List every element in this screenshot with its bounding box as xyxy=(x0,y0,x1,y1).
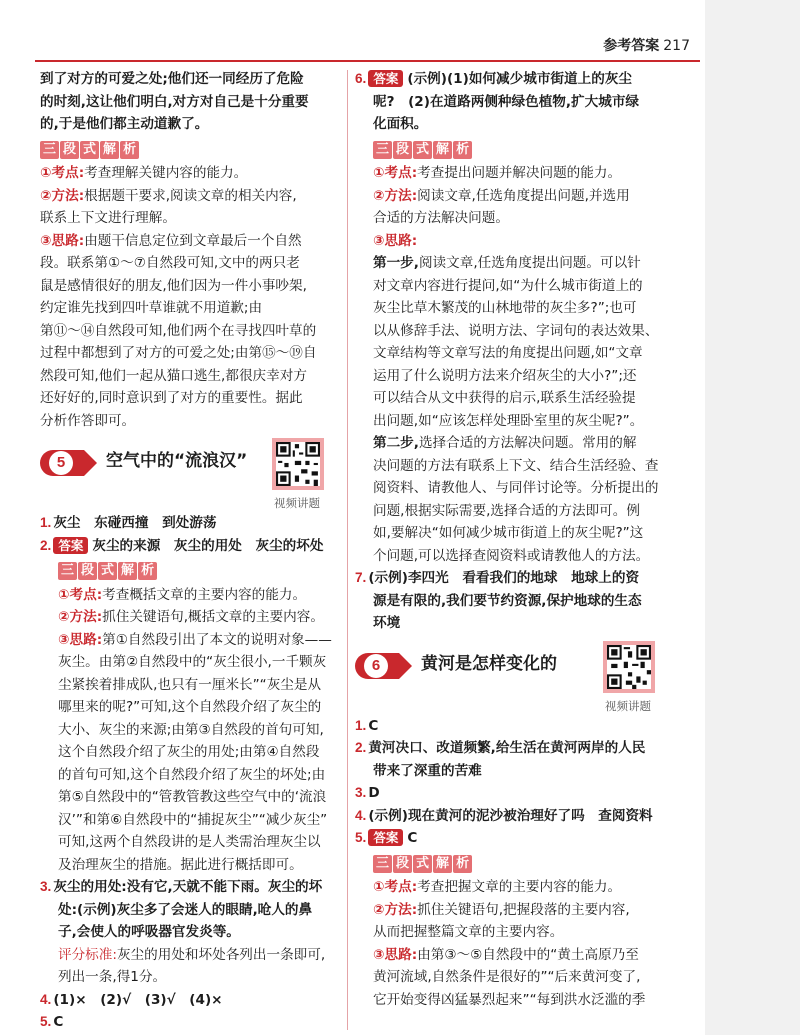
tag-char: 段 xyxy=(393,141,412,159)
answer-text: (示例)李四光 看看我们的地球 地球上的资 xyxy=(368,570,640,586)
fangfa-line xyxy=(40,606,338,629)
qr-code-icon[interactable] xyxy=(603,641,655,693)
step-text: 选择合适的方法解决问题。常用的解 xyxy=(418,435,637,451)
question-7 xyxy=(355,567,667,590)
kaodian-text: 考查提出问题并解决问题的能力。 xyxy=(417,165,622,181)
answer-text: C xyxy=(53,1014,64,1030)
intro-answer xyxy=(40,68,338,136)
scoring-label: 评分标准: xyxy=(58,946,117,963)
kaodian-label: ①考点: xyxy=(373,165,418,181)
text-line: 的时刻,这让他们明白,对方对自己是十分重要 xyxy=(40,93,309,110)
fangfa-label: ②方法: xyxy=(373,187,418,204)
question-2 xyxy=(40,535,338,558)
answer-text: (示例)现在黄河的泥沙被治理好了吗 查阅资料 xyxy=(368,807,653,824)
text-line: 约定谁先找到四叶草谁就不用道歉;由 xyxy=(40,300,263,316)
scoring-line xyxy=(40,944,338,967)
tag-char: 析 xyxy=(120,141,139,159)
kaodian-line xyxy=(40,584,338,607)
answer-text: 黄河决口、改道频繁,给生活在黄河两岸的人民 xyxy=(368,740,646,756)
question-number: 3. xyxy=(355,785,367,800)
question-number: 4. xyxy=(355,807,367,823)
question-4 xyxy=(355,805,667,828)
fangfa-line xyxy=(355,185,667,208)
lesson-title: 空气中的“流浪汉” xyxy=(106,451,248,471)
text-line: 第⑪～⑭自然段可知,他们两个在寻找四叶草的 xyxy=(40,322,317,339)
text-line: 及治理灰尘的措施。据此进行概括即可。 xyxy=(58,856,303,873)
silu-line xyxy=(355,230,667,253)
text-line: 过程中都想到了对方的可爱之处;由第⑮～⑲自 xyxy=(40,345,317,361)
qr-caption: 视频讲题 xyxy=(605,698,651,713)
text-line: 合适的方法解决问题。 xyxy=(373,210,509,226)
text-line: 个问题,可以选择查阅资料或请教他人的方法。 xyxy=(373,547,650,564)
silu-text: 第①自然段引出了本文的说明对象—— xyxy=(102,631,332,648)
text-line: 文章结构等文章写法的角度提出问题,如“文章 xyxy=(373,345,643,361)
kaodian-label: ①考点: xyxy=(40,165,85,181)
question-2 xyxy=(355,737,667,760)
qr-code-graphic xyxy=(607,645,651,689)
text-line: 可知,这两个自然段讲的是人类需治理灰尘以 xyxy=(58,834,321,850)
qr-code-graphic xyxy=(276,442,320,486)
question-number: 3. xyxy=(40,879,52,894)
text-line: 呢? (2)在道路两侧种绿色植物,扩大城市绿 xyxy=(373,93,640,110)
question-number: 1. xyxy=(40,515,52,530)
question-1 xyxy=(40,512,338,535)
text-line: 运用了什么说明方法来介绍灰尘的大小?”;还 xyxy=(373,367,637,384)
left-column xyxy=(40,68,338,1034)
text-line: 这个自然段介绍了灰尘的用处;由第④自然段 xyxy=(58,744,320,760)
question-5 xyxy=(40,1011,338,1034)
page-number: 217 xyxy=(663,38,690,54)
text-line: 可以结合从文中获得的启示,联系生活经验提 xyxy=(373,390,636,406)
lesson-6-header xyxy=(355,641,667,711)
answer-tag: 答案 xyxy=(53,537,88,554)
answer-text: 灰尘的来源 灰尘的用处 灰尘的坏处 xyxy=(92,537,324,554)
scoring-text: 灰尘的用处和坏处各列出一条即可, xyxy=(116,946,326,963)
kaodian-label: ①考点: xyxy=(373,879,418,895)
kaodian-text: 考查概括文章的主要内容的能力。 xyxy=(102,586,307,603)
question-6 xyxy=(355,68,667,91)
page-edge xyxy=(705,0,800,1035)
text-line: 的,于是他们都主动道歉了。 xyxy=(40,116,209,132)
text-line: 对文章内容进行提问,如“为什么城市街道上的 xyxy=(373,277,643,294)
fangfa-text: 抓住关键语句,概括文章的主要内容。 xyxy=(102,609,324,625)
tag-char: 析 xyxy=(138,562,157,580)
answer-tag: 答案 xyxy=(368,829,403,846)
text-line: 出问题,如“应该怎样处理卧室里的灰尘呢?”。 xyxy=(373,412,644,429)
silu-label: ③思路: xyxy=(373,232,418,249)
sanduan-tag xyxy=(40,138,140,161)
step-2-line xyxy=(355,432,667,455)
text-line: 子,会使人的呼吸器官发炎等。 xyxy=(58,924,240,940)
lesson-number: 6 xyxy=(364,654,388,678)
fangfa-text: 根据题干要求,阅读文章的相关内容, xyxy=(84,187,297,204)
step-label: 第一步, xyxy=(373,255,419,271)
answer-text: (示例)(1)如何减少城市街道上的灰尘 xyxy=(407,71,632,87)
lesson-badge xyxy=(40,450,84,476)
text-line: 它开始变得凶猛暴烈起来”“每到洪水泛滥的季 xyxy=(373,991,646,1008)
step-1-line xyxy=(355,252,667,275)
text-line: 分析作答即可。 xyxy=(40,412,136,429)
tag-char: 析 xyxy=(453,855,472,873)
qr-caption: 视频讲题 xyxy=(274,496,320,510)
page-header xyxy=(603,35,690,55)
text-line: 灰尘比草木繁茂的山林地带的灰尘多?”;也可 xyxy=(373,300,637,316)
tag-char: 解 xyxy=(118,562,137,580)
fangfa-label: ②方法: xyxy=(58,609,103,625)
fangfa-label: ②方法: xyxy=(373,901,418,918)
text-line: 第⑤自然段中的“管教管教这些空气中的‘流浪 xyxy=(58,789,327,805)
fangfa-text: 抓住关键语句,把握段落的主要内容, xyxy=(417,901,630,918)
lesson-5-header xyxy=(40,438,338,508)
kaodian-line xyxy=(355,162,667,185)
question-number: 2. xyxy=(355,740,367,755)
header-title: 参考答案 xyxy=(603,38,660,54)
tag-char: 三 xyxy=(373,855,392,873)
tag-char: 段 xyxy=(78,562,97,580)
tag-char: 析 xyxy=(453,141,472,159)
question-number: 5. xyxy=(40,1014,52,1029)
text-line: 源是有限的,我们要节约资源,保护地球的生态 xyxy=(373,592,642,609)
tag-char: 式 xyxy=(80,141,99,159)
right-column xyxy=(355,68,667,1011)
tag-char: 式 xyxy=(413,141,432,159)
text-line: 如,要解决“如何减少城市街道上的灰尘呢?”这 xyxy=(373,525,644,541)
text-line: 以从修辞手法、说明方法、字词句的表达效果、 xyxy=(373,322,659,339)
answer-text: C xyxy=(368,717,379,734)
silu-line xyxy=(355,944,667,967)
silu-label: ③思路: xyxy=(40,232,85,249)
text-line: 化面积。 xyxy=(373,116,428,132)
text-line: 大小、灰尘的来源;由第③自然段的首句可知, xyxy=(58,721,324,738)
lesson-number: 5 xyxy=(49,451,73,475)
text-line: 汉’”和第⑥自然段中的“捕捉灰尘”“减少灰尘” xyxy=(58,811,328,828)
step-text: 阅读文章,任选角度提出问题。可以针 xyxy=(418,255,641,271)
lesson-badge xyxy=(355,653,399,679)
question-number: 1. xyxy=(355,717,367,733)
question-number: 5. xyxy=(355,830,367,845)
kaodian-text: 考查理解关键内容的能力。 xyxy=(84,165,248,181)
tag-char: 三 xyxy=(58,562,77,580)
text-line: 的首句可知,这个自然段介绍了灰尘的坏处;由 xyxy=(58,766,326,783)
column-divider xyxy=(347,70,348,1030)
text-line: 问题,根据实际需要,选择合适的方法即可。例 xyxy=(373,502,640,519)
text-line: 还好好的,同时意识到了对方的重要性。据此 xyxy=(40,390,303,406)
tag-char: 式 xyxy=(98,562,117,580)
kaodian-line xyxy=(40,162,338,185)
qr-code-icon[interactable] xyxy=(272,438,324,490)
silu-text: 由题干信息定位到文章最后一个自然 xyxy=(84,232,302,249)
text-line: 环境 xyxy=(373,615,401,631)
sanduan-tag xyxy=(40,559,158,582)
tag-char: 式 xyxy=(413,855,432,873)
tag-char: 解 xyxy=(433,855,452,873)
tag-char: 解 xyxy=(100,141,119,159)
question-3 xyxy=(355,782,667,805)
silu-line xyxy=(40,230,338,253)
answer-text: 灰尘的用处:没有它,天就不能下雨。灰尘的坏 xyxy=(53,879,323,895)
fangfa-text: 阅读文章,任选角度提出问题,并选用 xyxy=(417,187,630,204)
fangfa-label: ②方法: xyxy=(40,187,85,204)
question-number: 6. xyxy=(355,71,367,86)
step-label: 第二步, xyxy=(373,435,419,451)
sanduan-tag xyxy=(355,138,473,161)
answer-text: 灰尘 东碰西撞 到处游荡 xyxy=(53,515,217,531)
text-line: 然段可知,他们一起从猫口逃生,都很庆幸对方 xyxy=(40,367,307,384)
question-1 xyxy=(355,715,667,738)
tag-char: 三 xyxy=(40,141,59,159)
text-line: 联系上下文进行理解。 xyxy=(40,210,176,226)
text-line: 到了对方的可爱之处;他们还一同经历了危险 xyxy=(40,71,304,87)
silu-label: ③思路: xyxy=(58,631,103,648)
text-line: 处:(示例)灰尘多了会迷人的眼睛,呛人的鼻 xyxy=(58,901,313,918)
tag-char: 解 xyxy=(433,141,452,159)
fangfa-line xyxy=(355,899,667,922)
silu-label: ③思路: xyxy=(373,946,418,963)
question-number: 4. xyxy=(40,991,52,1007)
question-5 xyxy=(355,827,667,850)
answer-text: C xyxy=(407,830,418,846)
kaodian-label: ①考点: xyxy=(58,586,103,603)
text-line: 鼠是感情很好的朋友,他们因为一件小事吵架, xyxy=(40,277,307,294)
lesson-title: 黄河是怎样变化的 xyxy=(421,653,557,674)
question-number: 7. xyxy=(355,570,367,585)
text-line: 列出一条,得1分。 xyxy=(58,969,167,985)
fangfa-line xyxy=(40,185,338,208)
text-line: 阅资料、请教他人、与同伴讨论等。分析提出的 xyxy=(373,480,659,496)
text-line: 黄河流域,自然条件是很好的”“后来黄河变了, xyxy=(373,969,641,985)
silu-text: 由第③～⑤自然段中的“黄土高原乃至 xyxy=(417,946,639,963)
text-line: 带来了深重的苦难 xyxy=(373,762,482,779)
text-line: 决问题的方法有联系上下文、结合生活经验、查 xyxy=(373,457,659,474)
header-rule xyxy=(35,60,700,62)
answer-text: D xyxy=(368,785,380,801)
text-line: 尘紧挨着排成队,也只有一厘米长”“灰尘是从 xyxy=(58,676,322,693)
tag-char: 三 xyxy=(373,141,392,159)
sanduan-tag xyxy=(355,852,473,875)
text-line: 段。联系第①～⑦自然段可知,文中的两只老 xyxy=(40,255,300,271)
kaodian-text: 考查把握文章的主要内容的能力。 xyxy=(417,879,622,895)
answer-tag: 答案 xyxy=(368,70,403,87)
tag-char: 段 xyxy=(60,141,79,159)
kaodian-line xyxy=(355,876,667,899)
silu-line xyxy=(40,629,338,652)
text-line: 灰尘。由第②自然段中的“灰尘很小,一千颗灰 xyxy=(58,654,327,670)
question-number: 2. xyxy=(40,537,52,553)
answer-text: (1)× (2)√ (3)√ (4)× xyxy=(53,991,223,1008)
question-3 xyxy=(40,876,338,899)
tag-char: 段 xyxy=(393,855,412,873)
text-line: 从而把握整篇文章的主要内容。 xyxy=(373,924,564,940)
text-line: 哪里来的呢?”可知,这个自然段介绍了灰尘的 xyxy=(58,699,322,715)
question-4 xyxy=(40,989,338,1012)
